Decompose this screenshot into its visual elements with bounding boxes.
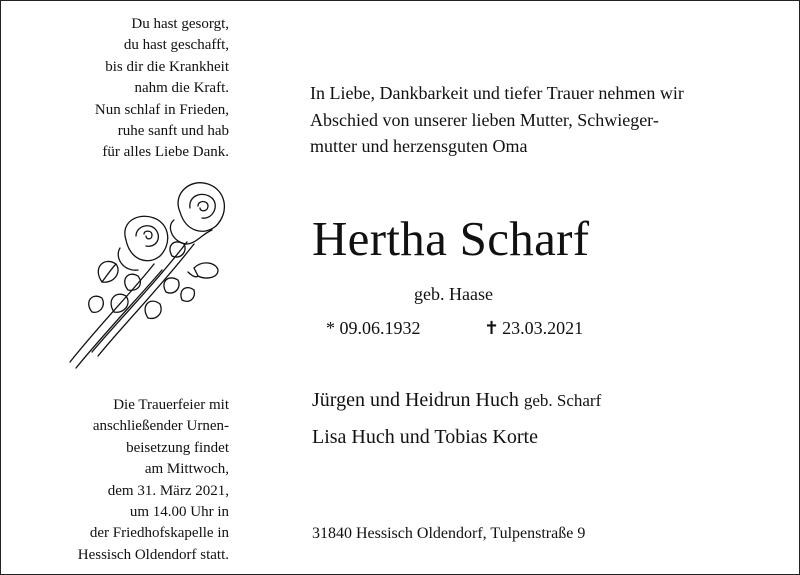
poem-line: nahm die Kraft. [134,80,229,97]
family-line-1 [312,382,601,419]
service-line: dem 31. März 2021, [107,482,229,499]
service-line: anschließender Urnen- [92,418,229,435]
poem-line: für alles Liebe Dank. [102,144,229,161]
maiden-name: geb. Haase [414,284,493,304]
intro-line: In Liebe, Dankbarkeit und tiefer Trauer nehmen wir [310,83,684,103]
poem-line: du hast geschafft, [123,37,229,54]
service-line: Die Trauerfeier mit [113,397,229,413]
rose-icon [62,172,232,382]
deceased-name: Hertha Scharf [312,211,590,266]
intro-line: Abschied von unserer lieben Mutter, Schwieger- [310,109,659,130]
poem-line: ruhe sanft und hab [117,123,229,140]
poem [0,14,229,164]
service-line: der Friedhofskapelle in [89,525,229,542]
service-line: Hessisch Oldendorf statt. [77,546,229,563]
address: 31840 Hessisch Oldendorf, Tulpenstraße 9 [312,525,586,542]
funeral-service-info [0,395,229,566]
family-line-1-note: geb. Scharf [523,391,602,410]
service-line: beisetzung findet [126,439,229,456]
death-date: 23.03.2021 [502,318,584,338]
poem-line: Nun schlaf in Frieden, [94,101,229,118]
family-line-2: Lisa Huch und Tobias Korte [312,426,538,448]
poem-line: Du hast gesorgt, [131,16,229,32]
family-line-1-names: Jürgen und Heidrun Huch [312,389,519,411]
birth-date: * 09.06.1932 [326,318,421,338]
poem-line: bis dir die Krankheit [105,58,229,75]
cross-icon: ✝ [484,318,500,338]
intro-line: mutter und herzensguten Oma [310,136,528,156]
family-names [312,382,601,455]
death-date-group [484,318,583,339]
service-line: um 14.00 Uhr in [129,504,229,521]
intro-text [310,80,780,160]
service-line: am Mittwoch, [144,461,229,478]
